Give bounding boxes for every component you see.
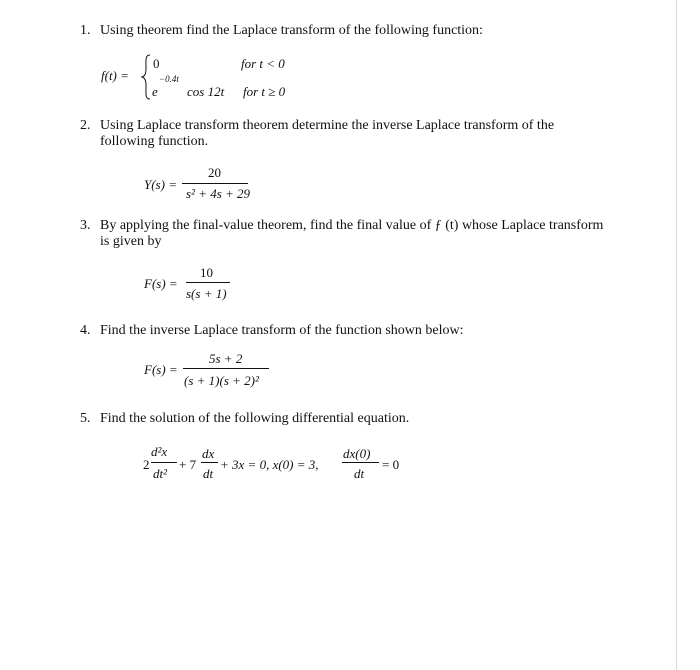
eq2-fraction-bar — [182, 183, 248, 184]
question-5 — [80, 410, 640, 427]
question-1-text: Using theorem find the Laplace transform of the following function: — [100, 23, 483, 38]
eq1-brace — [141, 54, 151, 100]
eq5-plus-7: + 7 — [179, 457, 197, 472]
eq3-lhs: F(s) = — [144, 276, 178, 291]
eq1-case2-exponent: −0.4t — [159, 74, 179, 84]
question-4 — [80, 322, 640, 339]
question-3 — [80, 217, 670, 251]
question-5-text: Find the solution of the following differential equation. — [100, 411, 410, 426]
eq2-numerator: 20 — [208, 165, 221, 180]
eq1-lhs: f(t) = — [101, 68, 129, 83]
question-2-line-1: Using Laplace transform theorem determine the inverse Laplace transform of the — [100, 118, 555, 133]
question-1-number: 1. — [80, 23, 91, 38]
eq3-numerator: 10 — [200, 265, 213, 280]
eq1-case2-rest: cos 12t — [187, 84, 225, 99]
eq5-coefficient-2: 2 — [143, 457, 150, 472]
eq5-rest: + 3x = 0, x(0) = 3, — [220, 457, 319, 472]
question-3-number: 3. — [80, 218, 91, 233]
question-3-line-2: is given by — [100, 234, 162, 249]
question-4-number: 4. — [80, 323, 91, 338]
question-4-text: Find the inverse Laplace transform of the function shown below: — [100, 323, 464, 338]
eq5-dx0: dx(0) — [343, 446, 371, 461]
eq2-denominator: s² + 4s + 29 — [186, 186, 251, 201]
eq1-case2-cond: for t ≥ 0 — [243, 84, 286, 99]
eq4-numerator: 5s + 2 — [209, 351, 243, 366]
question-2-line-2: following function. — [100, 134, 209, 149]
eq5-fraction-bar-1 — [151, 462, 177, 463]
eq1-case1-cond: for t < 0 — [241, 56, 285, 71]
question-2-number: 2. — [80, 118, 91, 133]
eq2-lhs: Y(s) = — [144, 177, 177, 192]
question-2 — [80, 117, 640, 151]
eq3-fraction-bar — [186, 282, 230, 283]
eq1-case1-expr: 0 — [153, 56, 160, 71]
eq5-dx: dx — [202, 446, 215, 461]
eq5-fraction-bar-2 — [201, 462, 218, 463]
eq5-dt: dt — [203, 466, 214, 481]
eq5-d2x: d²x — [151, 444, 168, 459]
question-3-line-1: By applying the final-value theorem, find the final value of ƒ (t) whose Laplace transform — [100, 218, 604, 233]
eq5-equals-zero: = 0 — [382, 457, 400, 472]
question-5-number: 5. — [80, 411, 91, 426]
eq4-denominator: (s + 1)(s + 2)² — [184, 373, 259, 388]
eq5-dt2: dt² — [153, 466, 168, 481]
eq5-dt0: dt — [354, 466, 365, 481]
eq5-fraction-bar-3 — [342, 462, 379, 463]
eq3-denominator: s(s + 1) — [186, 286, 227, 301]
eq1-case2-base: e — [152, 84, 158, 99]
question-1 — [80, 22, 640, 39]
eq4-fraction-bar — [183, 368, 269, 369]
eq4-lhs: F(s) = — [144, 362, 178, 377]
